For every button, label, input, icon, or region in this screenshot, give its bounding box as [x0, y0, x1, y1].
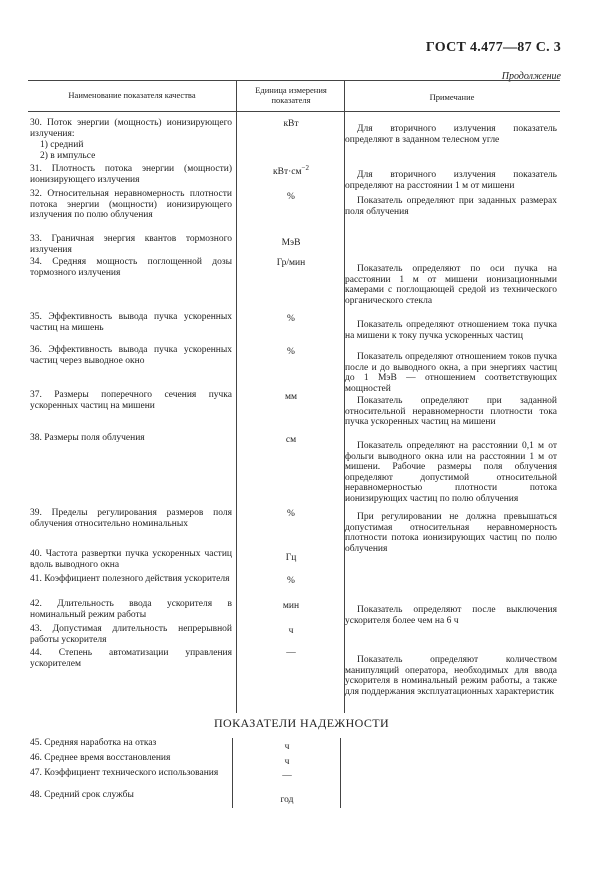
row-33-name: 33. Граничная энергия квантов тормозного излучения	[30, 234, 232, 255]
row-39-unit: %	[287, 509, 295, 519]
row-33-unit: МэВ	[281, 238, 301, 248]
row-46-unit: ч	[284, 757, 290, 767]
row-30-sub-1: 1) средний	[40, 140, 84, 150]
column-divider-1	[236, 80, 237, 713]
row-39-note: При регулировании не должна превышаться допустимая относительная неравномерность плотности потока ионизирующих частиц по полю облучения	[345, 512, 557, 554]
row-42-name: 42. Длительность ввода ускорителя в номинальный режим работы	[30, 599, 232, 620]
row-45-unit: ч	[284, 742, 290, 752]
page-header: ГОСТ 4.477—87 С. 3	[425, 40, 561, 55]
row-41-name: 41. Коэффициент полезного действия ускорителя	[30, 574, 230, 584]
row-31-unit-text: кВт·см	[273, 167, 302, 177]
row-40-unit: Гц	[285, 553, 297, 563]
row-43-name: 43. Допустимая длительность непрерывной работы ускорителя	[30, 624, 232, 645]
continuation-label: Продолжение	[501, 71, 561, 82]
row-30-sub-2: 2) в импульсе	[40, 151, 96, 161]
row-46-name: 46. Среднее время восстановления	[30, 753, 171, 763]
row-44-name: 44. Степень автоматизации управления ускорителем	[30, 648, 232, 669]
row-35-name: 35. Эффективность вывода пучка ускоренных частиц на мишень	[30, 312, 232, 333]
row-39-name: 39. Пределы регулирования размеров поля облучения относительно номинальных	[30, 508, 232, 529]
section-title-reliability: ПОКАЗАТЕЛИ НАДЕЖНОСТИ	[213, 716, 390, 730]
row-48-name: 48. Средний срок службы	[30, 790, 134, 800]
row-35-unit: %	[287, 314, 295, 324]
row-34-note: Показатель определяют по оси пучка на расстоянии 1 м от мишени ионизационными камерами с поглощающей средой из технического органического стекла	[345, 264, 557, 306]
row-30-name: 30. Поток энергии (мощность) ионизирующего излучения:	[30, 118, 232, 139]
row-44-note: Показатель определяют количеством манипуляций оператора, необходимых для ввода ускорителя в номинальный режим работы, а также для поддержания эксплуатационных характеристик	[345, 655, 557, 697]
row-37-note: Показатель определяют при заданной относительной неравномерности плотности тока пучка ускоренных частиц на мишени	[345, 396, 557, 427]
row-30-note: Для вторичного излучения показатель определяют в заданном телесном угле	[345, 124, 557, 145]
row-36-name: 36. Эффективность вывода пучка ускоренных частиц через выводное окно	[30, 345, 232, 366]
row-40-name: 40. Частота развертки пучка ускоренных частиц вдоль выводного окна	[30, 549, 232, 570]
row-41-unit: %	[287, 576, 295, 586]
row-35-note: Показатель определяют отношением тока пучка на мишени к току пучка ускоренных частиц	[345, 320, 557, 341]
row-48-unit: год	[280, 795, 294, 805]
reliability-divider-2	[340, 738, 341, 808]
column-header-unit: Единица измерения показателя	[255, 85, 327, 105]
row-42-note: Показатель определяют после выключения ускорителя более чем на 6 ч	[345, 605, 557, 626]
row-45-name: 45. Средняя наработка на отказ	[30, 738, 157, 748]
row-32-unit: %	[287, 192, 295, 202]
row-44-unit: —	[286, 648, 296, 658]
row-42-unit: мин	[282, 601, 300, 611]
row-38-name: 38. Размеры поля облучения	[30, 433, 145, 443]
column-header-name: Наименование показателя качества	[68, 90, 196, 100]
row-31-unit	[238, 163, 344, 178]
row-38-unit: см	[285, 435, 297, 445]
row-31-name: 31. Плотность потока энергии (мощности) ионизирующего излучения	[30, 164, 232, 185]
row-37-unit: мм	[284, 392, 298, 402]
table-head-rule	[28, 111, 560, 112]
row-34-unit: Гр/мин	[276, 258, 306, 268]
row-32-name: 32. Относительная неравномерность плотности потока энергии (мощности) ионизирующего излучения по полю облучения	[30, 189, 232, 220]
reliability-divider-1	[232, 738, 233, 808]
row-32-note: Показатель определяют при заданных размерах поля облучения	[345, 196, 557, 217]
row-36-note: Показатель определяют отношением токов пучка после и до выводного окна, а при энергиях частиц до 1 МэВ — отношением соответствующих мощностей	[345, 352, 557, 394]
table-top-rule	[28, 80, 560, 81]
row-30-unit: кВт	[283, 119, 299, 129]
row-37-name: 37. Размеры поперечного сечения пучка ускоренных частиц на мишени	[30, 390, 232, 411]
row-43-unit: ч	[288, 626, 294, 636]
row-36-unit: %	[287, 347, 295, 357]
column-header-note: Примечание	[429, 92, 475, 102]
row-47-name: 47. Коэффициент технического использования	[30, 768, 219, 778]
row-38-note: Показатель определяют на расстоянии 0,1 м от фольги выводного окна или на расстоянии 1 м от мишени. Рабочие размеры поля облучения определяют допустимой относительной неравномерностью плотности потока ионизирующих частиц по полю облучения	[345, 441, 557, 504]
row-31-note: Для вторичного излучения показатель определяют на расстоянии 1 м от мишени	[345, 170, 557, 191]
row-34-name: 34. Средняя мощность поглощенной дозы тормозного излучения	[30, 257, 232, 278]
row-31-unit-exponent: −2	[301, 163, 309, 172]
row-47-unit: —	[282, 771, 292, 781]
